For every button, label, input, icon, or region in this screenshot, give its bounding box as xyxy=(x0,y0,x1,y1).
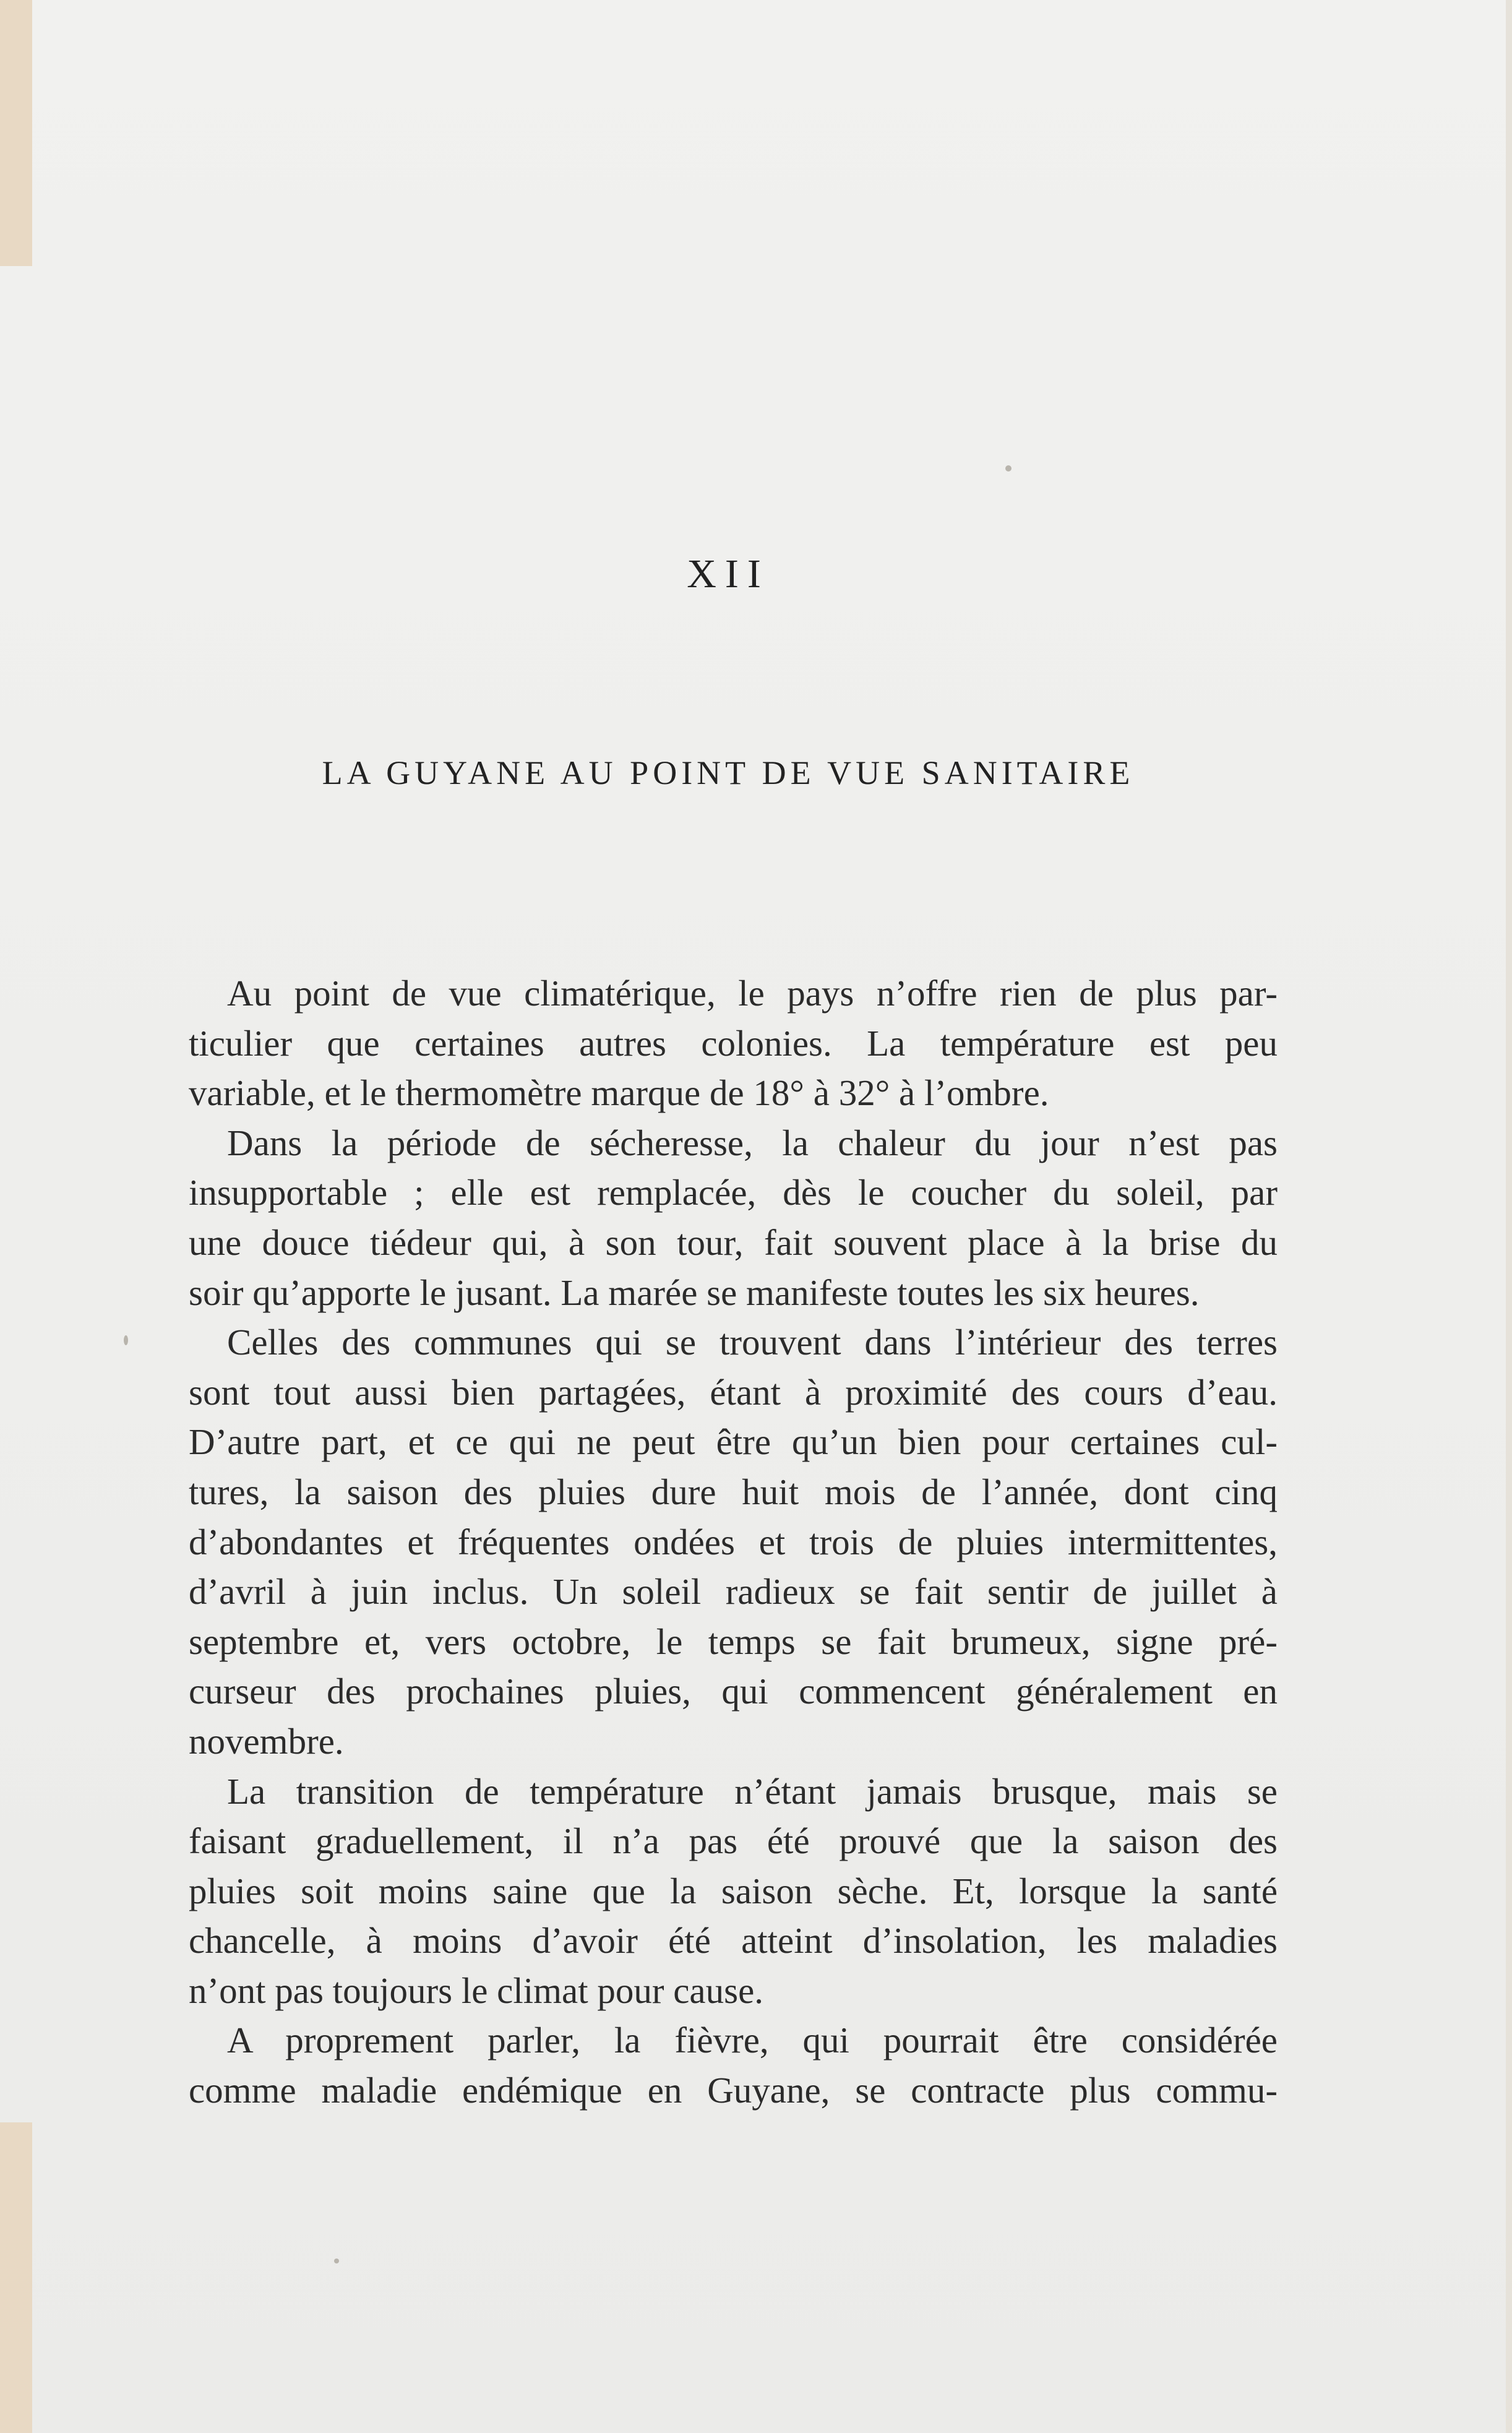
paragraph xyxy=(189,1767,1278,2016)
text-line: Dans la période de sécheresse, la chaleur du jour n’est pas xyxy=(227,1122,1278,1163)
page-edge-right xyxy=(1506,0,1512,2433)
text-line: curseur des prochaines pluies, qui commencent généralement en xyxy=(189,1671,1278,1712)
text-line: D’autre part, et ce qui ne peut être qu’un bien pour certaines cul- xyxy=(189,1421,1278,1463)
paragraph xyxy=(189,1317,1278,1766)
paragraph xyxy=(189,968,1278,1118)
paper-speck xyxy=(334,2259,339,2263)
paper-speck xyxy=(1005,465,1012,472)
text-line: La transition de température n’étant jamais brusque, mais se xyxy=(227,1770,1278,1812)
page-edge-tab-top xyxy=(0,0,32,266)
paragraph xyxy=(189,1118,1278,1317)
text-line: chancelle, à moins d’avoir été atteint d’insolation, les maladies xyxy=(189,1920,1278,1961)
page-edge-tab-bottom xyxy=(0,2122,32,2433)
text-line: septembre et, vers octobre, le temps se fait brumeux, signe pré- xyxy=(189,1621,1278,1662)
text-line: une douce tiédeur qui, à son tour, fait souvent place à la brise du xyxy=(189,1221,1278,1263)
text-line: ticulier que certaines autres colonies. La température est peu xyxy=(189,1022,1278,1064)
text-line: d’avril à juin inclus. Un soleil radieux se fait sentir de juillet à xyxy=(189,1571,1278,1613)
paper-speck xyxy=(124,1335,128,1345)
text-line: n’ont pas toujours le climat pour cause. xyxy=(189,1970,764,2011)
text-line: tures, la saison des pluies dure huit mois de l’année, dont cinq xyxy=(189,1471,1278,1512)
chapter-number: XII xyxy=(687,551,770,596)
text-line: pluies soit moins saine que la saison sèche. Et, lorsque la santé xyxy=(189,1870,1278,1911)
text-line: soir qu’apporte le jusant. La marée se manifeste toutes les six heures. xyxy=(189,1272,1200,1313)
text-line: insupportable ; elle est remplacée, dès le coucher du soleil, par xyxy=(189,1172,1278,1213)
text-line: Au point de vue climatérique, le pays n’offre rien de plus par- xyxy=(227,973,1278,1014)
text-line: sont tout aussi bien partagées, étant à proximité des cours d’eau. xyxy=(189,1371,1278,1413)
text-line: novembre. xyxy=(189,1720,344,1762)
paragraph xyxy=(189,2015,1278,2115)
text-line: faisant graduellement, il n’a pas été prouvé que la saison des xyxy=(189,1820,1278,1862)
chapter-body-text xyxy=(189,968,1278,2116)
chapter-title: LA GUYANE AU POINT DE VUE SANITAIRE xyxy=(322,754,1135,791)
text-line: variable, et le thermomètre marque de 18° à 32° à l’ombre. xyxy=(189,1072,1049,1114)
text-line: comme maladie endémique en Guyane, se contracte plus commu- xyxy=(189,2070,1278,2111)
text-line: Celles des communes qui se trouvent dans l’intérieur des terres xyxy=(227,1322,1278,1363)
text-line: d’abondantes et fréquentes ondées et trois de pluies intermittentes, xyxy=(189,1521,1278,1562)
text-line: A proprement parler, la fièvre, qui pourrait être considérée xyxy=(227,2020,1278,2061)
